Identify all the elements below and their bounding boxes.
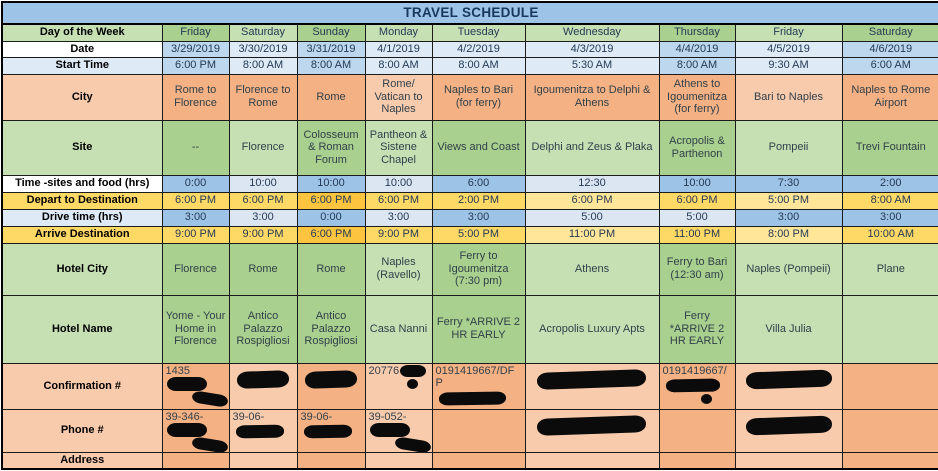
cell-hotel-name-col1[interactable] <box>162 295 229 363</box>
redaction-mark <box>665 379 719 393</box>
cell-drive-col8[interactable] <box>735 209 842 226</box>
cell-site-col9[interactable] <box>842 120 938 175</box>
cell-depart-col1[interactable] <box>162 192 229 209</box>
row-label-time-sites[interactable]: Time -sites and food (hrs) <box>2 175 162 192</box>
cell-text: 39-06- <box>232 410 265 423</box>
cell-depart-col4[interactable] <box>365 192 432 209</box>
cell-text: Naples (Ravello) <box>376 256 421 281</box>
cell-text: 20776 <box>368 364 400 377</box>
cell-site-col5[interactable] <box>432 120 525 175</box>
cell-text: Tuesday <box>457 26 500 39</box>
cell-arrive-col9[interactable] <box>842 226 938 243</box>
cell-address-col9[interactable] <box>842 452 938 469</box>
cell-phone-col5[interactable] <box>432 409 525 452</box>
cell-address-col1[interactable] <box>162 452 229 469</box>
cell-text: 4/2/2019 <box>457 42 500 55</box>
cell-text: 3/30/2019 <box>238 42 288 55</box>
cell-text: 9:00 PM <box>378 228 419 241</box>
cell-text: 8:00 AM <box>870 194 911 207</box>
cell-text: 3/31/2019 <box>306 42 356 55</box>
cell-arrive-col2[interactable] <box>229 226 297 243</box>
cell-text: 6:00 PM <box>175 59 216 72</box>
cell-text: 3:00 <box>184 211 207 224</box>
cell-text: Pompeii <box>768 141 809 154</box>
cell-depart-col5[interactable] <box>432 192 525 209</box>
row-hotel-name <box>2 295 938 363</box>
cell-text: 5:00 <box>686 211 708 224</box>
redaction-mark <box>438 391 505 405</box>
cell-text: 10:00 AM <box>867 228 914 241</box>
row-phone <box>2 409 938 452</box>
cell-text: 6:00 PM <box>310 228 352 241</box>
schedule-table-body <box>2 24 938 469</box>
cell-address-col7[interactable] <box>659 452 735 469</box>
cell-text: 4/6/2019 <box>869 42 913 55</box>
cell-address-col6[interactable] <box>525 452 659 469</box>
cell-text: 39-06- <box>300 410 333 423</box>
cell-date-col9[interactable] <box>842 41 938 57</box>
cell-confirmation-col1[interactable] <box>162 363 229 409</box>
cell-day-col4[interactable] <box>365 24 432 41</box>
redaction-mark <box>537 415 647 436</box>
cell-arrive-col8[interactable] <box>735 226 842 243</box>
cell-start-col2[interactable] <box>229 57 297 74</box>
cell-site-col2[interactable] <box>229 120 297 175</box>
cell-city-col3[interactable] <box>297 74 365 120</box>
cell-site-col4[interactable] <box>365 120 432 175</box>
cell-text: 9:00 PM <box>242 228 284 241</box>
row-depart <box>2 192 938 209</box>
cell-drive-col9[interactable] <box>842 209 938 226</box>
cell-drive-col5[interactable] <box>432 209 525 226</box>
redaction-mark <box>701 394 712 404</box>
cell-text: 6:00 PM <box>571 194 613 207</box>
cell-text: Sunday <box>312 26 350 39</box>
cell-drive-col7[interactable] <box>659 209 735 226</box>
cell-day-col5[interactable] <box>432 24 525 41</box>
cell-text: Saturday <box>868 26 913 39</box>
cell-text: 10:00 <box>249 177 277 190</box>
cell-start-col6[interactable] <box>525 57 659 74</box>
cell-text: Casa Nanni <box>369 322 428 335</box>
cell-text: 4/5/2019 <box>767 42 810 55</box>
cell-start-col7[interactable] <box>659 57 735 74</box>
cell-phone-col8[interactable] <box>735 409 842 452</box>
cell-time-sites-col9[interactable] <box>842 175 938 192</box>
cell-text: Ferry to Igoumenitza (7:30 pm) <box>448 250 509 288</box>
row-label-confirmation[interactable]: Confirmation # <box>2 363 162 409</box>
cell-text: 1435 <box>165 364 190 377</box>
cell-text: 8:00 AM <box>378 59 419 72</box>
cell-text: Thursday <box>674 26 720 39</box>
cell-start-col1[interactable] <box>162 57 229 74</box>
cell-date-col6[interactable] <box>525 41 659 57</box>
cell-city-col1[interactable] <box>162 74 229 120</box>
travel-schedule-table <box>1 1 938 470</box>
cell-text: Rome <box>316 90 346 103</box>
cell-text: 8:00 AM <box>676 59 718 72</box>
redaction-mark <box>236 370 289 389</box>
cell-date-col5[interactable] <box>432 41 525 57</box>
cell-text: Naples (Pompeii) <box>746 262 831 275</box>
redaction-mark <box>407 379 418 389</box>
cell-site-col1[interactable] <box>162 120 229 175</box>
cell-text: -- <box>191 141 200 154</box>
cell-text: 0191419667/ <box>662 364 727 377</box>
cell-hotel-name-col9[interactable] <box>842 295 938 363</box>
cell-confirmation-col7[interactable] <box>659 363 735 409</box>
cell-site-col3[interactable] <box>297 120 365 175</box>
cell-text: 8:00 AM <box>458 59 499 72</box>
cell-text: Ferry *ARRIVE 2 HR EARLY <box>669 310 725 348</box>
cell-time-sites-col5[interactable] <box>432 175 525 192</box>
cell-day-col3[interactable] <box>297 24 365 41</box>
cell-hotel-name-col6[interactable] <box>525 295 659 363</box>
cell-date-col3[interactable] <box>297 41 365 57</box>
cell-hotel-city-col6[interactable] <box>525 243 659 295</box>
row-arrive <box>2 226 938 243</box>
cell-day-col9[interactable] <box>842 24 938 41</box>
row-label-phone[interactable]: Phone # <box>2 409 162 452</box>
cell-text: Views and Coast <box>437 141 520 154</box>
row-label-site[interactable]: Site <box>2 120 162 175</box>
cell-arrive-col5[interactable] <box>432 226 525 243</box>
cell-text: 5:00 <box>581 211 603 224</box>
redaction-mark <box>745 415 832 435</box>
cell-drive-col6[interactable] <box>525 209 659 226</box>
row-label-hotel-name[interactable]: Hotel Name <box>2 295 162 363</box>
cell-site-col7[interactable] <box>659 120 735 175</box>
cell-text: Pantheon & Sistene Chapel <box>369 128 428 166</box>
cell-time-sites-col8[interactable] <box>735 175 842 192</box>
cell-start-col9[interactable] <box>842 57 938 74</box>
redaction-mark <box>167 377 207 391</box>
cell-time-sites-col4[interactable] <box>365 175 432 192</box>
cell-hotel-city-col2[interactable] <box>229 243 297 295</box>
cell-city-col6[interactable] <box>525 74 659 120</box>
cell-text: 10:00 <box>384 177 413 190</box>
cell-text: 6:00 PM <box>676 194 718 207</box>
row-label-drive[interactable]: Drive time (hrs) <box>2 209 162 226</box>
cell-text: Bari to Naples <box>753 90 824 103</box>
cell-hotel-name-col4[interactable] <box>365 295 432 363</box>
travel-schedule-sheet <box>1 1 937 470</box>
cell-site-col6[interactable] <box>525 120 659 175</box>
cell-text: Villa Julia <box>765 322 812 335</box>
row-hotel-city <box>2 243 938 295</box>
row-start <box>2 57 938 74</box>
row-label-city[interactable]: City <box>2 74 162 120</box>
cell-time-sites-col6[interactable] <box>525 175 659 192</box>
cell-arrive-col7[interactable] <box>659 226 735 243</box>
cell-address-col8[interactable] <box>735 452 842 469</box>
cell-text: 0191419667/DFP <box>435 364 515 390</box>
cell-text: Rome <box>248 262 278 275</box>
cell-confirmation-col5[interactable] <box>432 363 525 409</box>
row-drive <box>2 209 938 226</box>
cell-text: 39-346- <box>165 410 204 423</box>
row-label-arrive[interactable]: Arrive Destination <box>2 226 162 243</box>
cell-text: 9:00 PM <box>175 228 216 241</box>
cell-depart-col8[interactable] <box>735 192 842 209</box>
cell-drive-col4[interactable] <box>365 209 432 226</box>
cell-text: 2:00 <box>880 177 902 190</box>
cell-text: Rome/ Vatican to Naples <box>374 78 423 116</box>
cell-text: Colosseum & Roman Forum <box>303 128 359 166</box>
cell-hotel-city-col3[interactable] <box>297 243 365 295</box>
cell-text: Rome to Florence <box>174 84 217 109</box>
cell-phone-col3[interactable] <box>297 409 365 452</box>
cell-day-col8[interactable] <box>735 24 842 41</box>
cell-confirmation-col4[interactable] <box>365 363 432 409</box>
cell-hotel-name-col2[interactable] <box>229 295 297 363</box>
cell-drive-col3[interactable] <box>297 209 365 226</box>
cell-arrive-col1[interactable] <box>162 226 229 243</box>
cell-text: Saturday <box>240 26 286 39</box>
redaction-mark <box>304 370 357 389</box>
row-title <box>2 2 938 24</box>
cell-text: Wednesday <box>563 26 621 39</box>
cell-text: 3:00 <box>880 211 902 224</box>
cell-city-col8[interactable] <box>735 74 842 120</box>
row-day <box>2 24 938 41</box>
row-city <box>2 74 938 120</box>
cell-address-col2[interactable] <box>229 452 297 469</box>
row-label-date[interactable]: Date <box>2 41 162 57</box>
row-time-sites <box>2 175 938 192</box>
cell-confirmation-col8[interactable] <box>735 363 842 409</box>
cell-text: Florence to Rome <box>235 84 291 109</box>
cell-day-col2[interactable] <box>229 24 297 41</box>
cell-phone-col4[interactable] <box>365 409 432 452</box>
cell-date-col7[interactable] <box>659 41 735 57</box>
cell-address-col5[interactable] <box>432 452 525 469</box>
cell-day-col6[interactable] <box>525 24 659 41</box>
cell-text: Yome - Your Home in Florence <box>165 310 226 348</box>
row-label-start[interactable]: Start Time <box>2 57 162 74</box>
cell-day-col7[interactable] <box>659 24 735 41</box>
cell-confirmation-col9[interactable] <box>842 363 938 409</box>
cell-text: Friday <box>773 26 804 39</box>
redaction-mark <box>191 390 228 407</box>
cell-hotel-city-col5[interactable] <box>432 243 525 295</box>
cell-text: 10:00 <box>317 177 345 190</box>
cell-depart-col9[interactable] <box>842 192 938 209</box>
cell-text: 8:00 AM <box>310 59 352 72</box>
cell-start-col8[interactable] <box>735 57 842 74</box>
cell-text: 0:00 <box>320 211 342 224</box>
cell-text: Antico Palazzo Rospigliosi <box>236 310 290 348</box>
cell-city-col4[interactable] <box>365 74 432 120</box>
cell-address-col4[interactable] <box>365 452 432 469</box>
cell-text: Florence <box>241 141 285 154</box>
cell-text: 8:00 PM <box>768 228 809 241</box>
cell-text: 3:00 <box>387 211 410 224</box>
cell-hotel-name-col3[interactable] <box>297 295 365 363</box>
cell-text: 7:30 <box>777 177 800 190</box>
cell-time-sites-col7[interactable] <box>659 175 735 192</box>
cell-text: Trevi Fountain <box>855 141 926 154</box>
cell-start-col5[interactable] <box>432 57 525 74</box>
cell-arrive-col6[interactable] <box>525 226 659 243</box>
cell-depart-col6[interactable] <box>525 192 659 209</box>
cell-hotel-name-col7[interactable] <box>659 295 735 363</box>
cell-text: 11:00 PM <box>568 228 616 241</box>
cell-text: 3:00 <box>467 211 490 224</box>
cell-text: 11:00 PM <box>673 228 721 241</box>
redaction-mark <box>167 423 207 437</box>
cell-text: Rome <box>316 262 346 275</box>
cell-text: 10:00 <box>683 177 711 190</box>
cell-hotel-city-col4[interactable] <box>365 243 432 295</box>
cell-city-col9[interactable] <box>842 74 938 120</box>
cell-text: 4/1/2019 <box>377 42 420 55</box>
cell-text: Acropolis Luxury Apts <box>539 322 645 335</box>
cell-text: Acropolis & Parthenon <box>669 134 725 160</box>
cell-date-col4[interactable] <box>365 41 432 57</box>
cell-phone-col9[interactable] <box>842 409 938 452</box>
row-label-depart[interactable]: Depart to Destination <box>2 192 162 209</box>
cell-text: 4/4/2019 <box>675 42 719 55</box>
cell-text: 9:30 AM <box>768 59 809 72</box>
cell-arrive-col4[interactable] <box>365 226 432 243</box>
cell-depart-col3[interactable] <box>297 192 365 209</box>
cell-time-sites-col2[interactable] <box>229 175 297 192</box>
redaction-mark <box>303 425 351 439</box>
cell-text: Ferry to Bari (12:30 am) <box>666 256 728 281</box>
cell-depart-col2[interactable] <box>229 192 297 209</box>
cell-text: Naples to Bari (for ferry) <box>443 84 514 109</box>
row-site <box>2 120 938 175</box>
cell-text: 4/3/2019 <box>570 42 614 55</box>
cell-date-col8[interactable] <box>735 41 842 57</box>
cell-confirmation-col6[interactable] <box>525 363 659 409</box>
cell-city-col2[interactable] <box>229 74 297 120</box>
redaction-mark <box>370 423 410 437</box>
cell-phone-col7[interactable] <box>659 409 735 452</box>
cell-address-col3[interactable] <box>297 452 365 469</box>
cell-phone-col6[interactable] <box>525 409 659 452</box>
cell-text: 5:30 AM <box>571 59 613 72</box>
redaction-mark <box>745 369 832 389</box>
redaction-mark <box>394 436 431 452</box>
cell-text: 12:30 <box>578 177 606 190</box>
row-label-hotel-city[interactable]: Hotel City <box>2 243 162 295</box>
cell-arrive-col3[interactable] <box>297 226 365 243</box>
cell-text: 6:00 <box>467 177 490 190</box>
cell-date-col2[interactable] <box>229 41 297 57</box>
cell-text: 3:00 <box>777 211 800 224</box>
cell-text: 8:00 AM <box>242 59 284 72</box>
cell-text: 3/29/2019 <box>171 42 220 55</box>
row-confirmation <box>2 363 938 409</box>
cell-hotel-city-col8[interactable] <box>735 243 842 295</box>
cell-hotel-name-col8[interactable] <box>735 295 842 363</box>
cell-text: Athens <box>574 262 610 275</box>
cell-site-col8[interactable] <box>735 120 842 175</box>
cell-drive-col1[interactable] <box>162 209 229 226</box>
cell-hotel-city-col7[interactable] <box>659 243 735 295</box>
cell-text: 2:00 PM <box>458 194 499 207</box>
cell-text: 6:00 PM <box>175 194 216 207</box>
cell-text: Plane <box>876 262 905 275</box>
cell-city-col7[interactable] <box>659 74 735 120</box>
cell-time-sites-col3[interactable] <box>297 175 365 192</box>
cell-confirmation-col2[interactable] <box>229 363 297 409</box>
cell-start-col3[interactable] <box>297 57 365 74</box>
row-date <box>2 41 938 57</box>
cell-confirmation-col3[interactable] <box>297 363 365 409</box>
cell-phone-col2[interactable] <box>229 409 297 452</box>
cell-hotel-city-col1[interactable] <box>162 243 229 295</box>
cell-text: Igoumenitza to Delphi & Athens <box>533 84 651 109</box>
cell-text: 5:00 PM <box>768 194 809 207</box>
cell-text: 0:00 <box>184 177 207 190</box>
cell-start-col4[interactable] <box>365 57 432 74</box>
row-label-address[interactable]: Address <box>2 452 162 469</box>
redaction-mark <box>191 436 228 452</box>
redaction-mark <box>235 425 283 439</box>
cell-drive-col2[interactable] <box>229 209 297 226</box>
cell-text: 6:00 PM <box>242 194 284 207</box>
cell-phone-col1[interactable] <box>162 409 229 452</box>
cell-text: 5:00 PM <box>458 228 499 241</box>
cell-hotel-city-col9[interactable] <box>842 243 938 295</box>
cell-day-col1[interactable] <box>162 24 229 41</box>
cell-text: Ferry *ARRIVE 2 HR EARLY <box>436 316 521 341</box>
cell-text: 39-052- <box>368 410 407 423</box>
cell-text: Athens to Igoumenitza (for ferry) <box>667 78 727 116</box>
cell-depart-col7[interactable] <box>659 192 735 209</box>
row-address <box>2 452 938 469</box>
redaction-mark <box>537 369 647 390</box>
cell-text: 6:00 AM <box>870 59 911 72</box>
cell-text: Friday <box>180 26 211 39</box>
cell-text: Naples to Rome Airport <box>851 84 931 109</box>
page-title: TRAVEL SCHEDULE <box>2 2 938 24</box>
row-label-day[interactable]: Day of the Week <box>2 24 162 41</box>
cell-text: Monday <box>378 26 419 39</box>
cell-time-sites-col1[interactable] <box>162 175 229 192</box>
cell-hotel-name-col5[interactable] <box>432 295 525 363</box>
cell-text: Florence <box>174 262 217 275</box>
cell-text: 3:00 <box>252 211 274 224</box>
cell-text: Delphi and Zeus & Plaka <box>531 141 653 154</box>
cell-text: 6:00 PM <box>310 194 352 207</box>
cell-city-col5[interactable] <box>432 74 525 120</box>
redaction-mark <box>400 365 426 377</box>
cell-text: Antico Palazzo Rospigliosi <box>304 310 358 348</box>
cell-text: 6:00 PM <box>378 194 419 207</box>
cell-date-col1[interactable] <box>162 41 229 57</box>
